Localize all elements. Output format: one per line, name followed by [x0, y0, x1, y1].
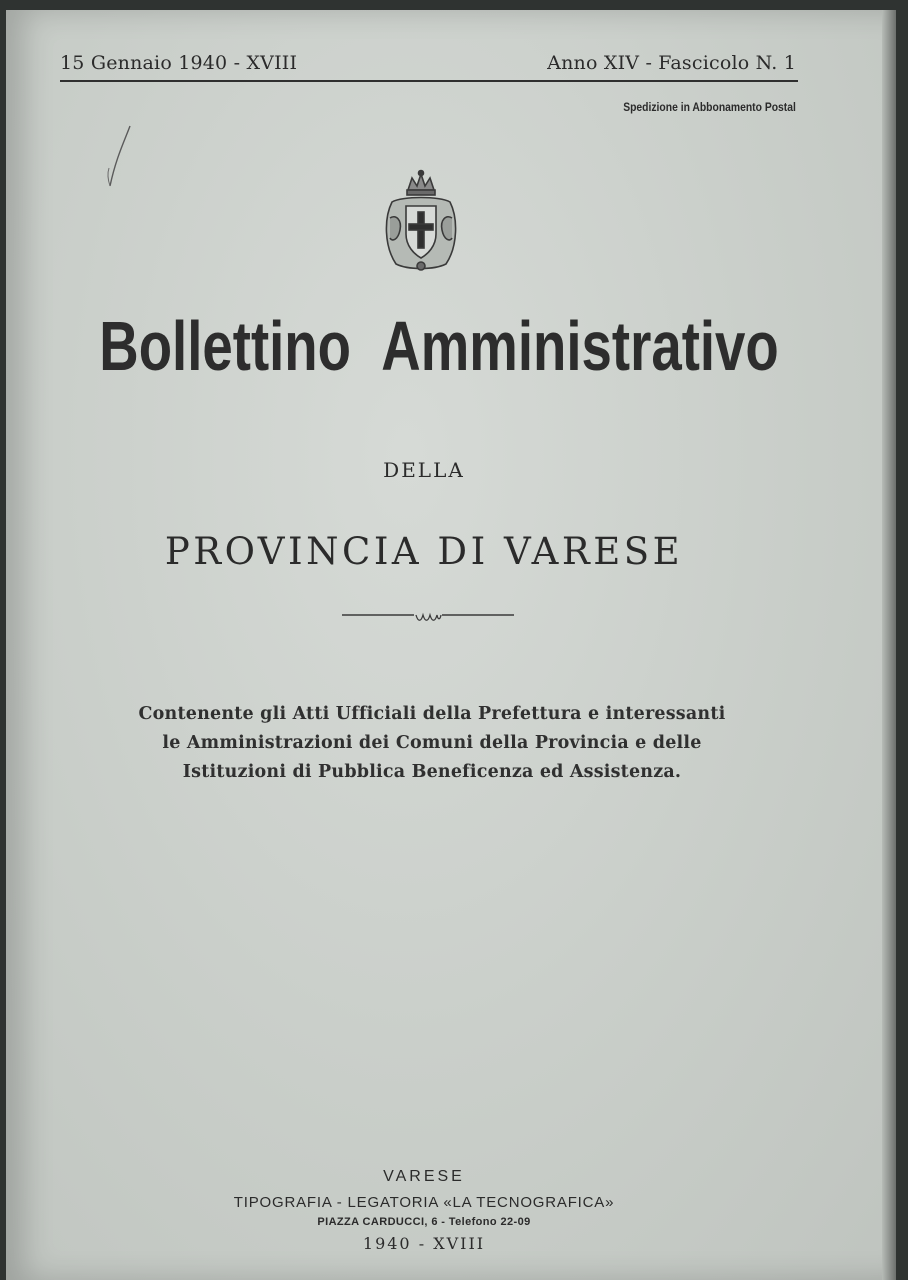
decorative-divider-icon [342, 608, 514, 626]
pencil-mark-icon [104, 124, 134, 194]
postal-subscription-note: Spedizione in Abbonamento Postal [623, 102, 796, 114]
publication-city: VARESE [383, 1168, 465, 1185]
province-name: PROVINCIA DI VARESE [164, 530, 684, 573]
printer-address: PIAZZA CARDUCCI, 6 - Telefono 22-09 [317, 1216, 531, 1228]
title-connector: DELLA [383, 458, 465, 482]
binding-spine [882, 10, 896, 1280]
issue-date: 15 Gennaio 1940 - XVIII [60, 52, 298, 74]
description-line: Istituzioni di Pubblica Beneficenza ed Assistenza. [182, 762, 682, 782]
description-line: le Amministrazioni dei Comuni della Provincia e delle [162, 733, 702, 753]
document-title: Bollettino Amministrativo [99, 307, 779, 385]
header-divider [60, 80, 798, 82]
description-paragraph [114, 700, 750, 787]
printer-name: TIPOGRAFIA - LEGATORIA «LA TECNOGRAFICA» [233, 1194, 615, 1211]
document-cover-page [6, 10, 896, 1280]
description-line: Contenente gli Atti Ufficiali della Prefettura e interessanti [138, 704, 726, 724]
royal-coat-of-arms-icon [378, 168, 464, 274]
publication-year: 1940 - XVIII [362, 1234, 486, 1253]
issue-number: Anno XIV - Fascicolo N. 1 [547, 52, 796, 74]
